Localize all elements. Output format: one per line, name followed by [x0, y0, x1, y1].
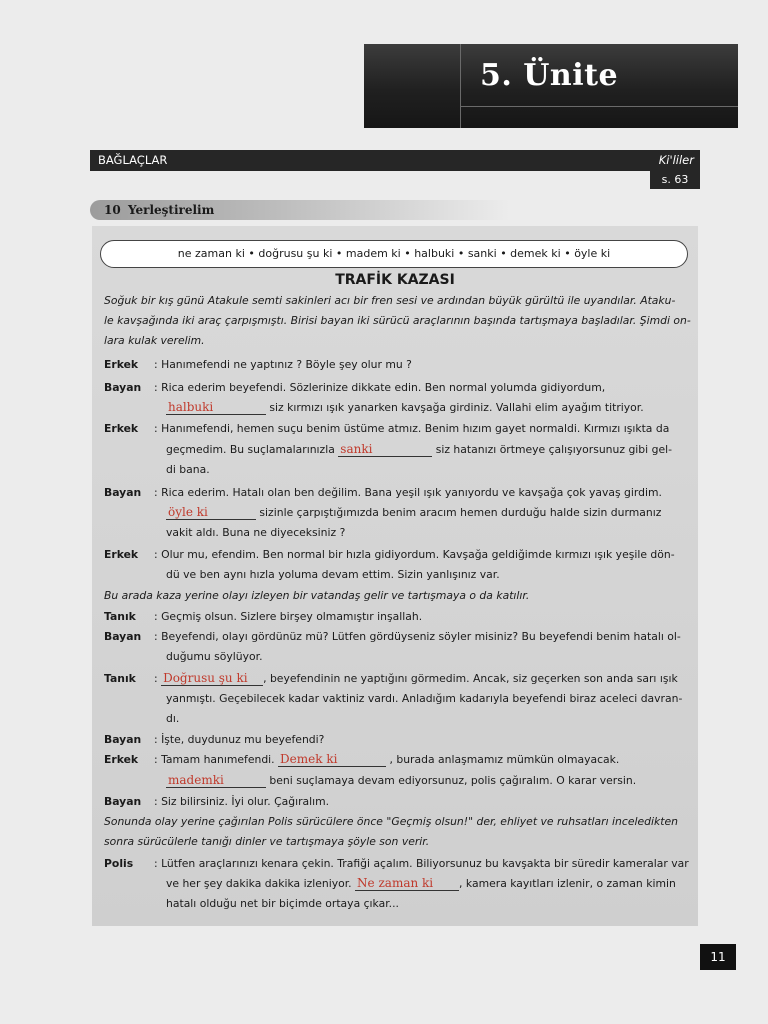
answer-blank[interactable]: mademki — [166, 774, 266, 788]
speaker-label: Erkek — [104, 753, 139, 766]
dialogue-line: : Olur mu, efendim. Ben normal bir hızla gidiyordum. Kavşağa geldiğimde kırmızı ışık yeşile dön- — [154, 548, 675, 561]
exercise-header — [90, 200, 510, 220]
dialogue-line: : Beyefendi, olayı gördünüz mü? Lütfen gördüyseniz söyler misiniz? Bu beyefendi benim hatalı ol- — [154, 630, 681, 643]
dialogue-line: : Rica ederim beyefendi. Sözlerinize dikkate edin. Ben normal yolumda gidiyordum, — [154, 381, 606, 394]
speaker-label: Erkek — [104, 422, 139, 435]
dialogue-line: : Lütfen araçlarınızı kenara çekin. Trafiği açalım. Biliyorsunuz bu kavşakta bir süredir kameralar var — [154, 857, 689, 870]
page-reference: s. 63 — [650, 171, 700, 189]
dialogue-line: : İşte, duydunuz mu beyefendi? — [154, 733, 325, 746]
dialogue-line: yanmıştı. Geçebilecek kadar vaktiniz vardı. Anladığım kadarıyla beyefendi biraz aceleci davran- — [166, 692, 683, 705]
page-number: 11 — [700, 944, 736, 970]
speaker-label: Polis — [104, 857, 134, 870]
dialogue-line: : Tamam hanımefendi. Demek ki , burada anlaşmamız mümkün olmayacak. — [154, 752, 620, 766]
dialogue-line: ve her şey dakika dakika izleniyor. Ne zaman ki , kamera kayıtları izlenir, o zaman kimin — [166, 876, 676, 890]
intro-line: le kavşağında iki araç çarpışmıştı. Birisi bayan iki sürücü araçlarının başında tartışmaya başladılar. Şimdi on- — [104, 314, 691, 327]
dialogue-line: dü ve ben aynı hızla yoluma devam ettim. Sizin yanlışınız var. — [166, 568, 500, 581]
answer-blank[interactable]: Doğrusu şu ki — [161, 672, 263, 686]
speaker-label: Tanık — [104, 610, 136, 623]
speaker-label: Bayan — [104, 381, 142, 394]
intro-line: Soğuk bir kış günü Atakule semti sakinleri acı bir fren sesi ve ardından büyük gürültü ile uyandılar. Ataku- — [104, 294, 676, 307]
story-title: TRAFİK KAZASI — [335, 272, 455, 288]
banner-divider — [460, 44, 461, 128]
speaker-label: Bayan — [104, 733, 142, 746]
dialogue-line: mademki beni suçlamaya devam ediyorsunuz, polis çağıralım. O karar versin. — [168, 773, 637, 787]
speaker-label: Tanık — [104, 672, 136, 685]
dialogue-line: halbuki siz kırmızı ışık yanarken kavşağa girdiniz. Vallahi elim ayağım titriyor. — [168, 400, 644, 414]
answer-blank[interactable]: öyle ki — [166, 506, 256, 520]
speaker-label: Erkek — [104, 358, 139, 371]
dialogue-line: duğumu söylüyor. — [166, 650, 263, 663]
narration-line: Bu arada kaza yerine olayı izleyen bir vatandaş gelir ve tartışmaya o da katılır. — [104, 589, 530, 602]
exercise-title: Yerleştirelim — [128, 203, 215, 217]
section-header — [90, 150, 700, 171]
section-subject: Ki'liler — [658, 153, 694, 167]
dialogue-line: hatalı olduğu net bir biçimde ortaya çıkar... — [166, 897, 399, 910]
dialogue-line: : Rica ederim. Hatalı olan ben değilim. Bana yeşil ışık yanıyordu ve kavşağa çok yavaş girdim. — [154, 486, 662, 499]
dialogue-line: di bana. — [166, 463, 210, 476]
word-bank: ne zaman ki • doğrusu şu ki • madem ki • halbuki • sanki • demek ki • öyle ki — [100, 240, 688, 268]
speaker-label: Bayan — [104, 630, 142, 643]
answer-blank[interactable]: Ne zaman ki — [355, 877, 459, 891]
answer-blank[interactable]: sanki — [338, 443, 432, 457]
narration-line: Sonunda olay yerine çağırılan Polis sürücülere önce "Geçmiş olsun!" der, ehliyet ve ruhsatları inceledikten — [104, 815, 678, 828]
dialogue-line: : Geçmiş olsun. Sizlere birşey olmamıştır inşallah. — [154, 610, 423, 623]
narration-line: sonra sürücülerle tanığı dinler ve tartışmaya şöyle son verir. — [104, 835, 430, 848]
dialogue-line: geçmedim. Bu suçlamalarınızla sanki siz hatanızı örtmeye çalışıyorsunuz gibi gel- — [166, 442, 672, 456]
banner-divider — [460, 106, 738, 107]
answer-blank[interactable]: halbuki — [166, 401, 266, 415]
unit-banner — [364, 44, 738, 128]
answer-blank[interactable]: Demek ki — [278, 753, 386, 767]
section-title: BAĞLAÇLAR — [98, 153, 168, 167]
exercise-number: 10 — [104, 203, 121, 217]
speaker-label: Bayan — [104, 486, 142, 499]
dialogue-line: öyle ki sizinle çarpıştığımızda benim aracım hemen durduğu halde sizin durmanız — [168, 505, 662, 519]
dialogue-line: : Hanımefendi ne yaptınız ? Böyle şey olur mu ? — [154, 358, 412, 371]
dialogue-line: dı. — [166, 712, 180, 725]
unit-title: 5. Ünite — [480, 58, 619, 93]
dialogue-line: : Siz bilirsiniz. İyi olur. Çağıralım. — [154, 795, 330, 808]
intro-line: lara kulak verelim. — [104, 334, 205, 347]
dialogue-line: : Hanımefendi, hemen suçu benim üstüme atmız. Benim hızım gayet normaldi. Kırmızı ışıkta da — [154, 422, 670, 435]
speaker-label: Erkek — [104, 548, 139, 561]
dialogue-line: vakit aldı. Buna ne diyeceksiniz ? — [166, 526, 346, 539]
speaker-label: Bayan — [104, 795, 142, 808]
dialogue-line: : Doğrusu şu ki , beyefendinin ne yaptığını görmedim. Ancak, siz geçerken son anda sarı ışık — [154, 671, 678, 685]
